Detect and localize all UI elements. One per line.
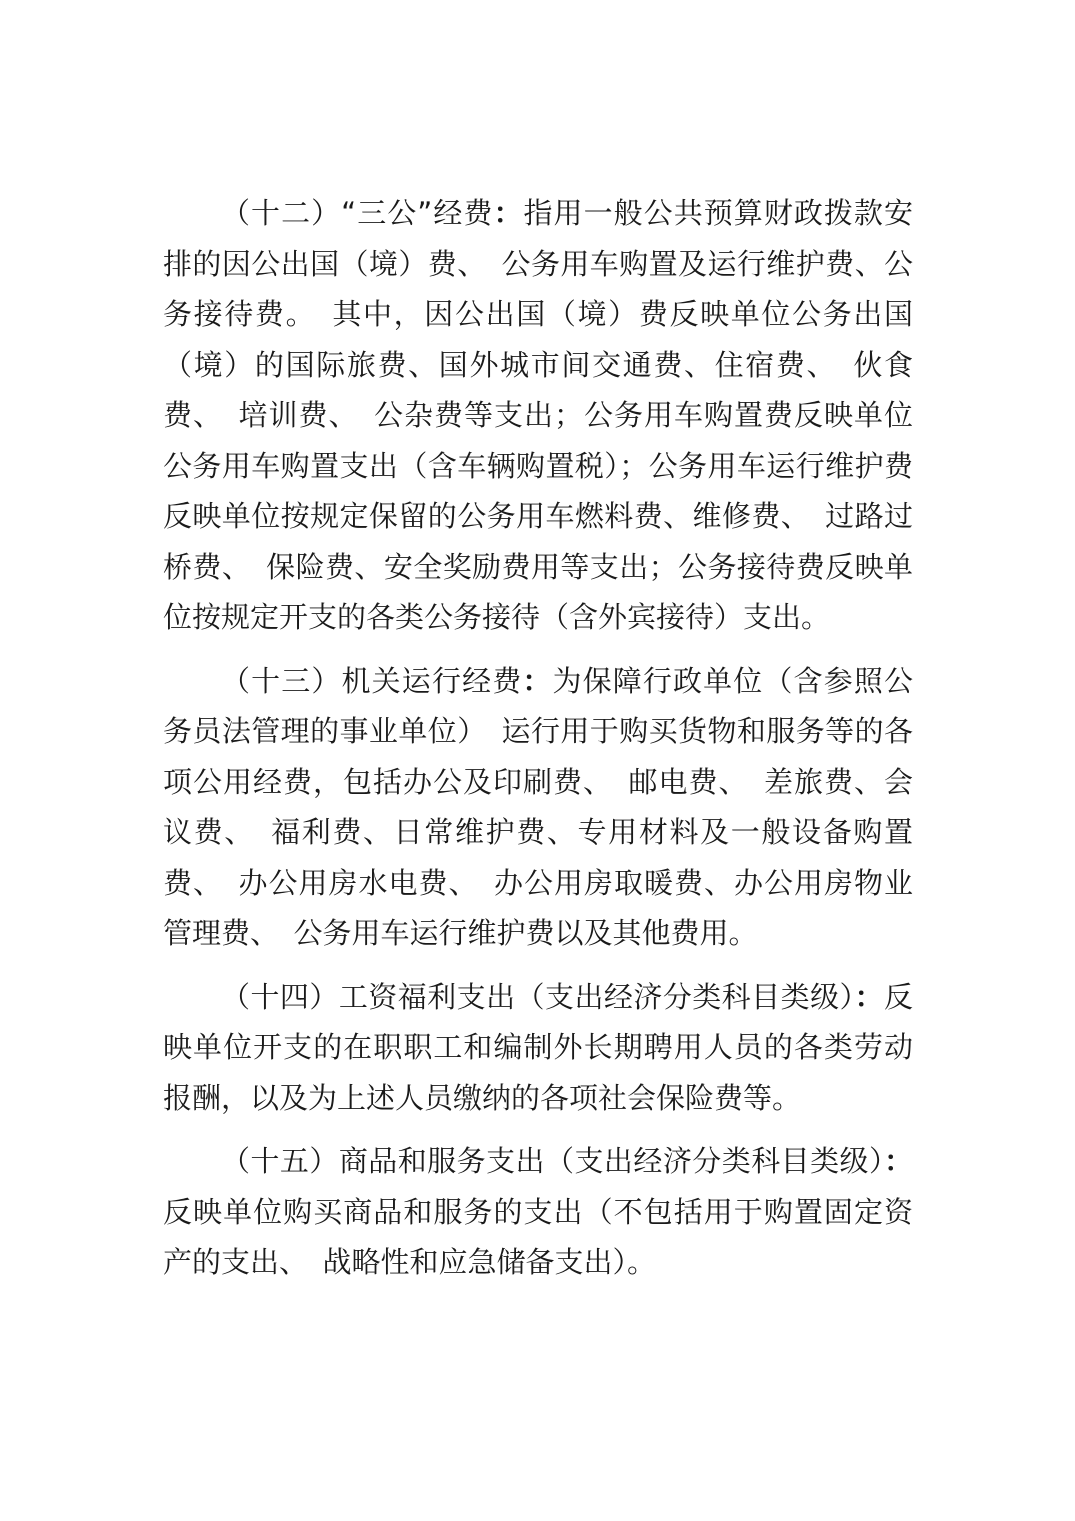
paragraph-text: 指用一般公共预算财政拨款安排的因公出国（境）费、 公务用车购置及运行维护费、公务接待费。 其中，因公出国（境）费反映单位公务出国（境）的国际旅费、国外城市间交通费、住宿费、 伙食费、 培训费、 公杂费等支出；公务用车购置费反映单位公务用车购置支出（含车辆购置税）；公务用车运行维护费反映单位按规定保留的公务用车燃料费、维修费、 过路过桥费、 保险费、安全奖励费用等支出；公务接待费反映单位按规定开支的各类公务接待（含外宾接待）支出。 (163, 196, 913, 634)
paragraph-term: （十五）商品和服务支出（支出经济分类科目类级） (221, 1144, 884, 1178)
paragraph-colon: ： (493, 196, 524, 230)
paragraph-text: 反映单位开支的在职职工和编制外长期聘用人员的各类劳动报酬，以及为上述人员缴纳的各项社会保险费等。 (163, 979, 913, 1115)
paragraph-item-13 (163, 656, 913, 959)
paragraph-item-15 (163, 1136, 913, 1288)
document-body (163, 188, 913, 1301)
paragraph-colon: ： (854, 979, 884, 1014)
paragraph-colon: ： (883, 1144, 913, 1178)
paragraph-term: （十三）机关运行经费 (221, 663, 523, 698)
paragraph-item-14 (163, 972, 913, 1124)
paragraph-text: 为保障行政单位（含参照公务员法管理的事业单位） 运行用于购买货物和服务等的各项公用经费，包括办公及印刷费、 邮电费、 差旅费、会议费、 福利费、日常维护费、专用材料及一般设备购置费、 办公用房水电费、 办公用房取暖费、办公用房物业管理费、 公务用车运行维护费以及其他费用。 (163, 663, 913, 950)
paragraph-term: （十二）“三公”经费 (221, 196, 494, 230)
paragraph-term: （十四）工资福利支出（支出经济分类科目类级） (221, 979, 855, 1014)
paragraph-item-12 (163, 188, 913, 643)
paragraph-colon: ： (522, 663, 553, 698)
paragraph-text: 反映单位购买商品和服务的支出（不包括用于购置固定资产的支出、 战略性和应急储备支出）。 (163, 1194, 913, 1279)
